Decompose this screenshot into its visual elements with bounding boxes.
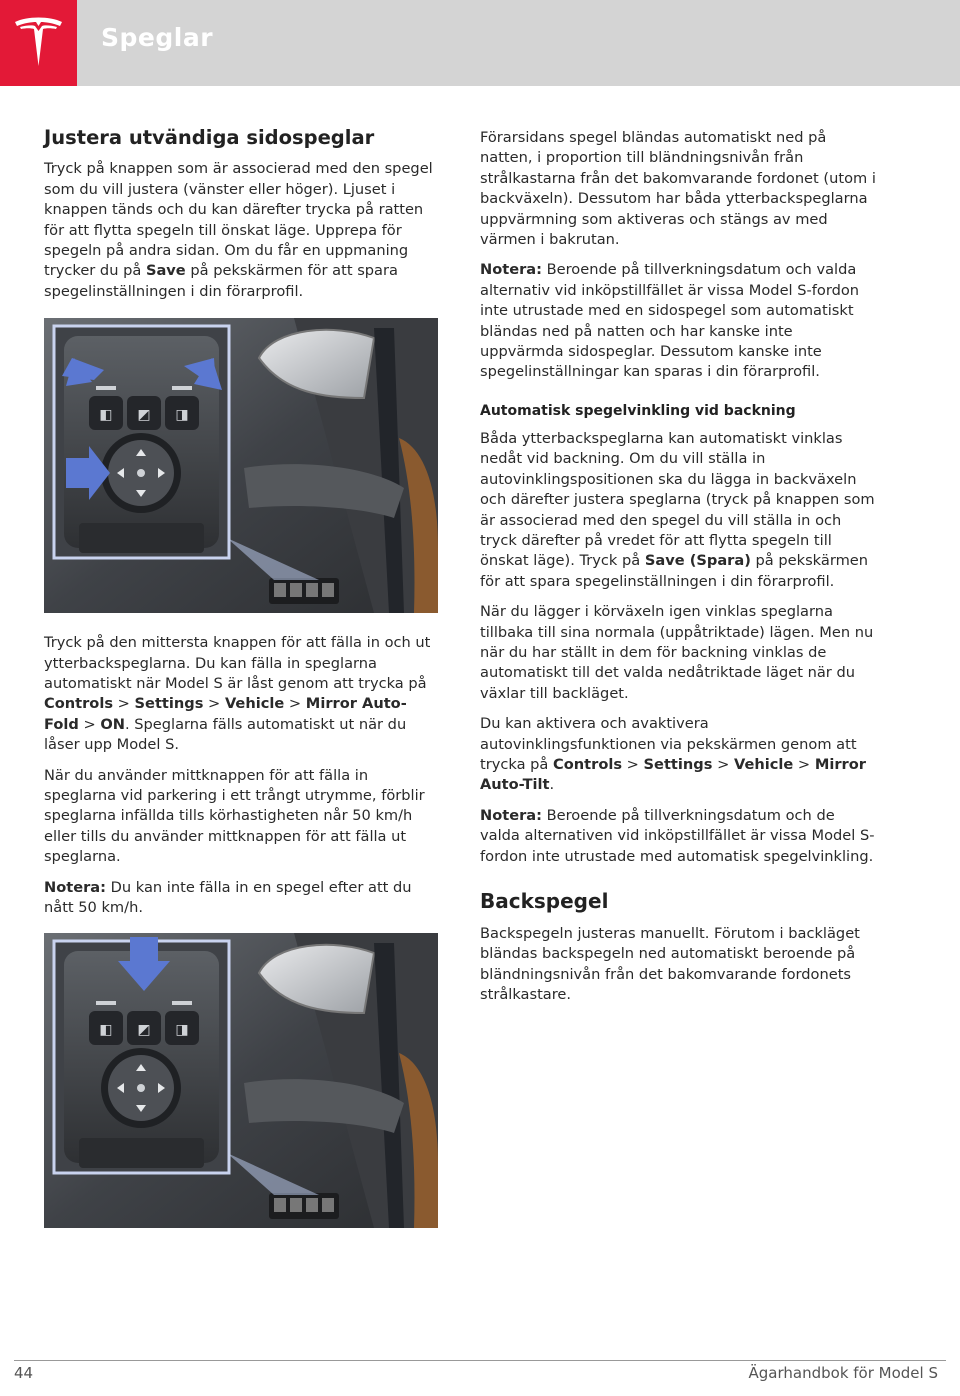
paragraph-adjust — [44, 159, 438, 302]
footer-divider — [14, 1360, 946, 1361]
menu-path-on: ON — [100, 715, 125, 733]
text: Tryck på knappen som är associerad med den spegel som du vill justera (vänster eller höger). Ljuset i knappen tänds och du kan därefter trycka på ratten för att flytta spegeln till önskat läge. Upprepa för spegeln på andra sidan. Om du får en uppmaning trycker du på — [44, 160, 433, 280]
paragraph-fold — [44, 633, 438, 755]
menu-path-settings: Settings — [134, 695, 204, 713]
paragraph-rearview: Backspegeln justeras manuellt. Förutom i backläget bländas backspegeln ned automatiskt beroende på bländningsnivån från det bakomvarande fordonets strålkastare. — [480, 925, 860, 1004]
text: på pekskärmen för att spara spegelinställningen i din förarprofil. — [44, 262, 398, 300]
separator: > — [793, 755, 815, 773]
text: Du kan aktivera och avaktivera autovinklingsfunktionen via pekskärmen genom att trycka på — [480, 715, 857, 773]
svg-text:◩: ◩ — [137, 407, 151, 424]
left-column — [44, 126, 438, 1248]
page-title: Speglar — [101, 23, 214, 52]
mirror-control-illustration — [44, 318, 438, 613]
separator: > — [203, 695, 225, 713]
section-heading-rearview-mirror: Backspegel — [480, 889, 609, 913]
text: . Speglarna fälls automatiskt ut när du låser upp Model S. — [44, 715, 407, 754]
text: Tryck på den mittersta knappen för att fälla in och ut ytterbackspeglarna. Du kan fälla in speglarna automatiskt när Model S är låst genom att trycka på — [44, 634, 431, 693]
page-number: 44 — [14, 1364, 34, 1382]
text: på pekskärmen för att spara spegelinställningen i din förarprofil. — [480, 552, 869, 590]
svg-text:◧: ◧ — [99, 407, 113, 424]
svg-text:◨: ◨ — [175, 407, 189, 424]
menu-path-controls: Controls — [44, 695, 114, 713]
menu-path-mirror-auto-tilt: Mirror Auto-Tilt — [480, 755, 866, 794]
mirror-fold-illustration — [44, 933, 438, 1228]
note-label: Notera: — [44, 878, 106, 896]
menu-path-vehicle: Vehicle — [224, 695, 285, 713]
separator: > — [622, 755, 644, 773]
subheading-auto-tilt: Automatisk spegelvinkling vid backning — [480, 402, 796, 419]
svg-text:◨: ◨ — [175, 1021, 189, 1038]
separator: > — [284, 695, 306, 713]
right-column — [480, 128, 876, 1016]
text: Du kan inte fälla in en spegel efter att du nått 50 km/h. — [44, 878, 412, 917]
separator: > — [78, 715, 101, 733]
separator: > — [712, 755, 734, 773]
text: . — [549, 776, 555, 794]
svg-text:◧: ◧ — [99, 1021, 113, 1038]
note-equipment — [480, 260, 876, 382]
tesla-logo-icon — [13, 16, 64, 68]
menu-path-vehicle: Vehicle — [733, 755, 794, 773]
tesla-logo — [0, 0, 77, 86]
save-label: Save — [145, 262, 186, 280]
separator: > — [113, 695, 135, 713]
note-speed — [44, 878, 438, 919]
menu-path-controls: Controls — [553, 755, 623, 773]
note-label: Notera: — [480, 806, 542, 824]
footer-title: Ägarhandbok för Model S — [748, 1364, 938, 1382]
text: Beroende på tillverkningsdatum och de valda alternativen vid inköpstillfället är vissa Model S-fordon inte utrustade med automatisk spegelvinkling. — [480, 806, 875, 865]
paragraph-drive-gear: När du lägger i körväxeln igen vinklas speglarna tillbaka till sina normala (uppåtriktade) lägen. Men nu när du har ställt in dem för backning vinklas de automatiskt till det valda nedåtriktade läget när du växlar till backläget. — [480, 603, 874, 702]
menu-path-settings: Settings — [643, 755, 713, 773]
paragraph-auto-tilt — [480, 429, 876, 592]
paragraph-auto-dim: Förarsidans spegel bländas automatiskt ned på natten, i proportion till bländningsnivån från strålkastarna från det bakomvarande fordonet (utom i backväxeln). Dessutom har båda ytterbackspeglarna uppvärmning som aktiveras och stängs av med värmen i bakrutan. — [480, 129, 876, 249]
figure-mirror-fold — [44, 933, 438, 1228]
note-auto-tilt — [480, 806, 876, 867]
svg-text:◩: ◩ — [137, 1021, 151, 1038]
page-header — [0, 0, 960, 86]
text: Beroende på tillverkningsdatum och valda alternativ vid inköpstillfället är vissa Model S-fordon inte utrustade med en sidospegel som automatiskt bländas ned på natten och har kanske inte uppvärmda sidospeglar. Dessutom kanske inte spegelinställningar kan sparas i din förarprofil. — [480, 261, 860, 381]
save-spara-label: Save (Spara) — [644, 552, 751, 570]
note-label: Notera: — [480, 261, 542, 279]
paragraph-parking: När du använder mittknappen för att fälla in speglarna vid parkering i ett trångt utrymme, förblir speglarna infällda tills körhastigheten når 50 km/h eller tills du använder mittknappen för att fälla ut speglarna. — [44, 766, 425, 866]
menu-path-mirror-auto-fold: Mirror Auto-Fold — [44, 695, 407, 733]
section-heading-adjust-mirrors: Justera utvändiga sidospeglar — [44, 126, 375, 149]
figure-mirror-adjust — [44, 318, 438, 613]
paragraph-toggle-auto-tilt — [480, 714, 876, 796]
text: Båda ytterbackspeglarna kan automatiskt vinklas nedåt vid backning. Om du vill ställa in autovinklingspositionen ska du lägga in backväxeln och därefter justera speglarna (tryck på knappen som är associerad med den spegel du vill ställa in och tryck därefter på vredet för att flytta spegeln till önskat läge). Tryck på — [480, 429, 875, 570]
